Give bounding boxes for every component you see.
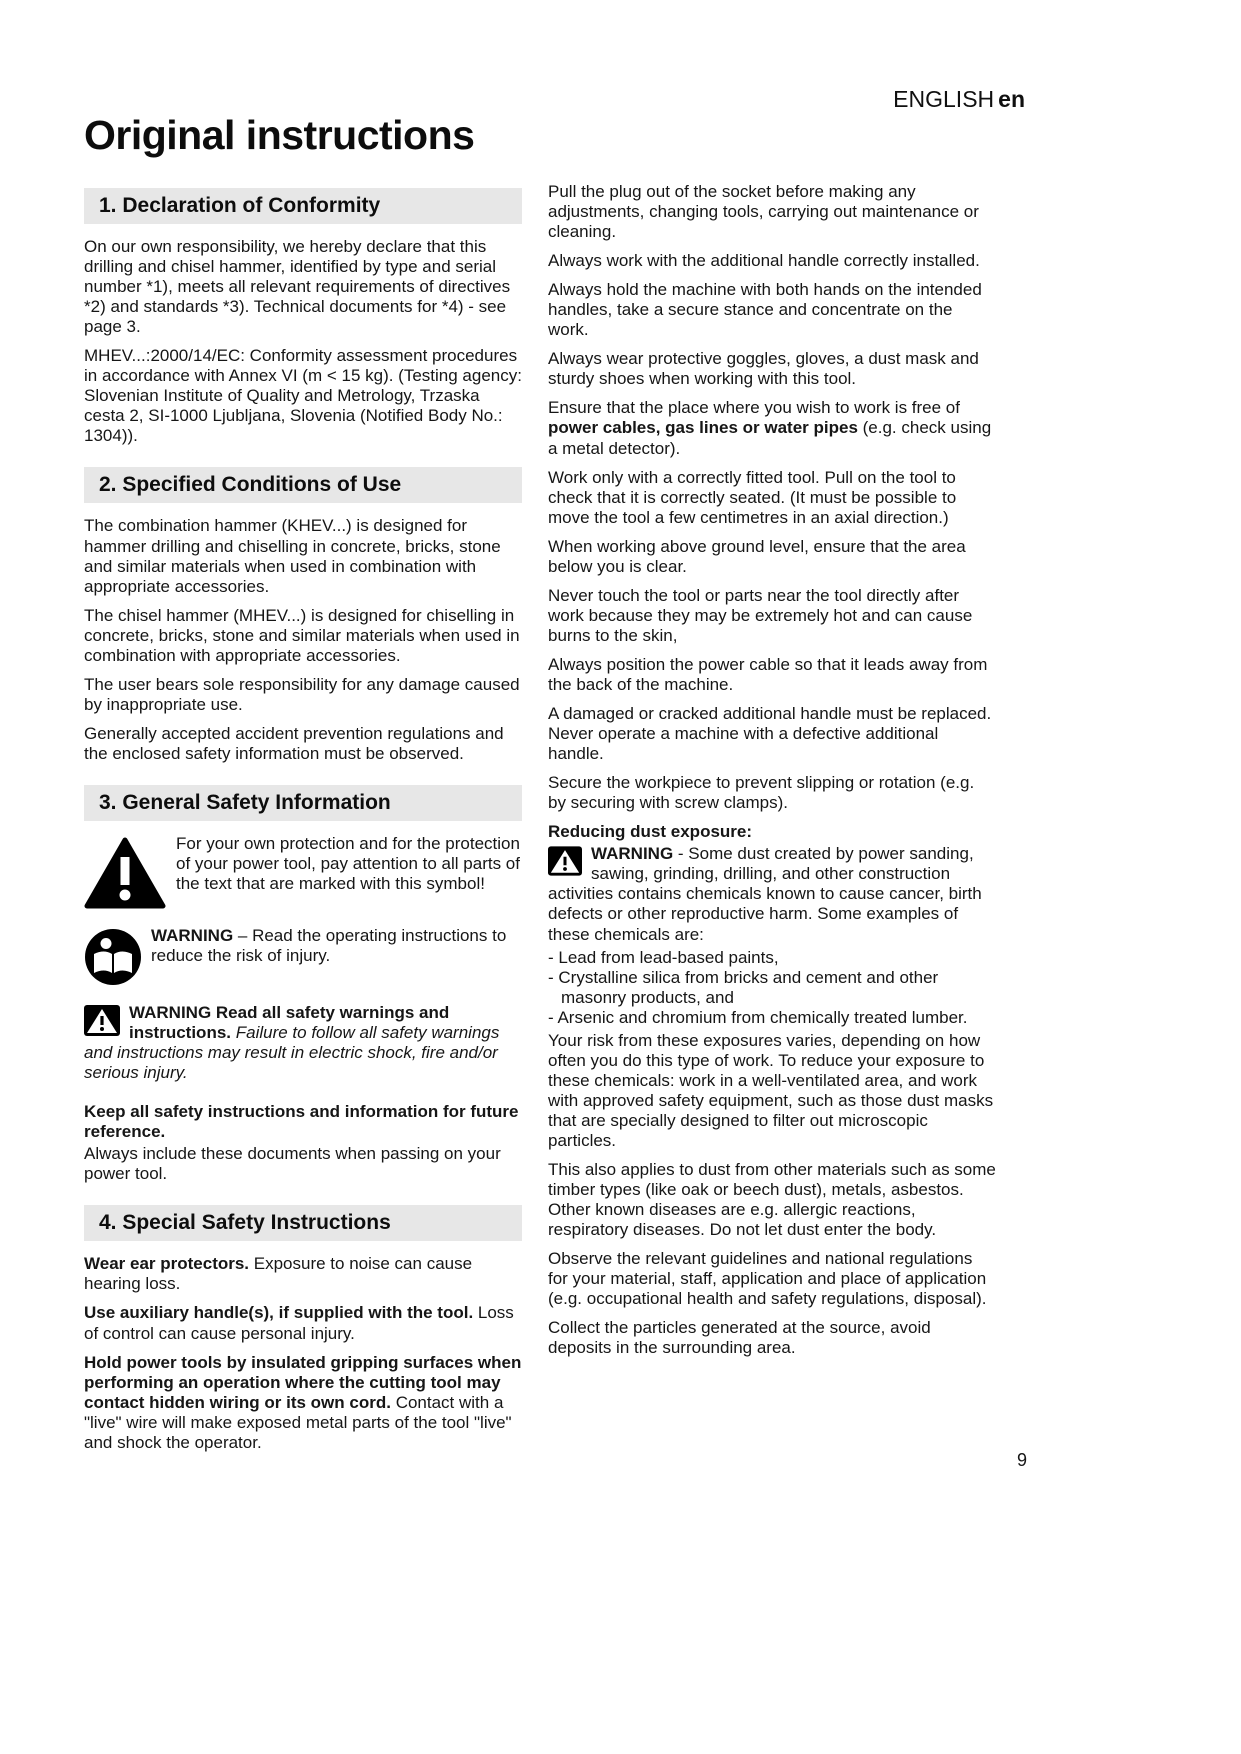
paragraph-insulated-gripping: Hold power tools by insulated gripping surfaces when performing an operation where the cutting tool may contact hidden wiring or its own cord. Contact with a "live" wire will make exposed metal parts of the tool "live" and shock the operator. bbox=[84, 1352, 522, 1452]
read-manual-block bbox=[84, 926, 522, 993]
dust-chemicals-list bbox=[548, 948, 996, 1028]
warning-square-icon bbox=[84, 1005, 120, 1041]
paragraph-hot-parts: Never touch the tool or parts near the tool directly after work because they may be extremely hot and can cause burns to the skin, bbox=[548, 585, 973, 645]
section-heading-conditions-of-use: 2. Specified Conditions of Use bbox=[84, 467, 522, 503]
pass-on-text: Always include these documents when passing on your power tool. bbox=[84, 1144, 501, 1184]
left-column bbox=[84, 180, 522, 1462]
paragraph-power-cable: Always position the power cable so that it leads away from the back of the machine. bbox=[548, 654, 988, 694]
read-manual-icon bbox=[84, 928, 142, 991]
paragraph-collect-particles: Collect the particles generated at the source, avoid deposits in the surrounding area. bbox=[548, 1318, 931, 1358]
paragraph-above-ground: When working above ground level, ensure that the area below you is clear. bbox=[548, 536, 966, 576]
section-heading-declaration: 1. Declaration of Conformity bbox=[84, 188, 522, 224]
paragraph-guidelines: Observe the relevant guidelines and national regulations for your material, staff, application and place of application (e.g. occupational health and safety regulations, disposal). bbox=[548, 1249, 987, 1309]
paragraph-both-hands: Always hold the machine with both hands on the intended handles, take a secure stance and concentrate on the work. bbox=[548, 280, 982, 340]
paragraph-pull-plug: Pull the plug out of the socket before making any adjustments, changing tools, carrying out maintenance or cleaning. bbox=[548, 182, 979, 242]
paragraph-protective-gear: Always wear protective goggles, gloves, a dust mask and sturdy shoes when working with this tool. bbox=[548, 349, 979, 389]
safety-warnings-text: WARNING Read all safety warnings and instructions. Failure to follow all safety warnings and instructions may result in electric shock, fire and/or serious injury. bbox=[84, 1002, 500, 1083]
keep-instructions-text: Keep all safety instructions and information for future reference. bbox=[84, 1102, 519, 1142]
right-column bbox=[548, 180, 996, 1462]
paragraph-other-materials: This also applies to dust from other materials such as some timber types (like oak or beech dust), metals, asbestos. Other known diseases are e.g. allergic reactions, respiratory diseases. Do not let dust enter the body. bbox=[548, 1160, 996, 1240]
warning-square-icon bbox=[548, 846, 582, 881]
list-item-lead: - Lead from lead-based paints, bbox=[548, 947, 779, 967]
document-title: Original instructions bbox=[84, 112, 475, 158]
paragraph-ear-protectors: Wear ear protectors. Exposure to noise can cause hearing loss. bbox=[84, 1254, 473, 1294]
paragraph-chisel-hammer: The chisel hammer (MHEV...) is designed for chiselling in concrete, bricks, stone and similar materials when used in combination with appropriate accessories. bbox=[84, 605, 520, 665]
page-number: 9 bbox=[1016, 1450, 1027, 1470]
paragraph-user-responsibility: The user bears sole responsibility for any damage caused by inappropriate use. bbox=[84, 674, 520, 714]
section-heading-general-safety: 3. General Safety Information bbox=[84, 785, 522, 821]
dust-warning-block bbox=[548, 844, 996, 946]
paragraph-additional-handle: Always work with the additional handle correctly installed. bbox=[548, 251, 980, 271]
paragraph-fitted-tool: Work only with a correctly fitted tool. Pull on the tool to check that it is correctly seated. (It must be possible to move the tool a few centimetres in an axial direction.) bbox=[548, 467, 957, 527]
paragraph-damaged-handle: A damaged or cracked additional handle must be replaced. Never operate a machine with a defective additional handle. bbox=[548, 704, 992, 764]
section-heading-special-safety: 4. Special Safety Instructions bbox=[84, 1205, 522, 1241]
language-name: ENGLISH bbox=[893, 86, 995, 112]
safety-warnings-block bbox=[84, 1003, 522, 1092]
paragraph-risk-exposure: Your risk from these exposures varies, depending on how often you do this type of work. To reduce your exposure to these chemicals: work in a well-ventilated area, and work with approved safety equipment, such as those dust masks that are specially designed to filter out microscopic particles. bbox=[548, 1030, 994, 1150]
paragraph-accident-prevention: Generally accepted accident prevention regulations and the enclosed safety information must be observed. bbox=[84, 723, 504, 763]
paragraph-secure-workpiece: Secure the workpiece to prevent slipping or rotation (e.g. by securing with screw clamps). bbox=[548, 773, 975, 813]
warning-read-text: WARNING – Read the operating instructions to reduce the risk of injury. bbox=[151, 925, 507, 966]
paragraph-combination-hammer: The combination hammer (KHEV...) is designed for hammer drilling and chiselling in concrete, bricks, stone and similar materials when used in combination with appropriate accessories. bbox=[84, 516, 501, 596]
dust-warning-text: WARNING - Some dust created by power sanding, sawing, grinding, drilling, and other construction activities contains chemicals known to cause cancer, birth defects or other reproductive harm. Some examples of these chemicals are: bbox=[548, 844, 982, 944]
language-code: en bbox=[998, 86, 1025, 112]
paragraph-declaration-2: MHEV...:2000/14/EC: Conformity assessment procedures in accordance with Annex VI (m < 15 kg). (Testing agency: Slovenian Institute of Quality and Metrology, Trzaska cesta 2, SI-1000 Ljubljana, Slovenia (Notified Body No.: 1304)). bbox=[84, 346, 522, 446]
warning-triangle-icon bbox=[84, 837, 166, 914]
symbol-note-text: For your own protection and for the protection of your power tool, pay attention to all parts of the text that are marked with this symbol! bbox=[176, 833, 520, 894]
paragraph-auxiliary-handle: Use auxiliary handle(s), if supplied with the tool. Loss of control can cause personal injury. bbox=[84, 1303, 514, 1343]
paragraph-hidden-lines: Ensure that the place where you wish to work is free of power cables, gas lines or water pipes (e.g. check using a metal detector). bbox=[548, 398, 992, 458]
content-columns bbox=[84, 180, 996, 1462]
dust-exposure-heading: Reducing dust exposure: bbox=[548, 822, 753, 842]
symbol-note-block bbox=[84, 834, 522, 916]
list-item-silica: - Crystalline silica from bricks and cement and other masonry products, and bbox=[548, 967, 939, 1007]
list-item-arsenic: - Arsenic and chromium from chemically treated lumber. bbox=[548, 1007, 968, 1027]
paragraph-declaration-1: On our own responsibility, we hereby declare that this drilling and chisel hammer, identified by type and serial number *1), meets all relevant requirements of directives *2) and standards *3). Technical documents for *4) - see page 3. bbox=[84, 237, 511, 337]
language-indicator bbox=[893, 86, 1025, 113]
